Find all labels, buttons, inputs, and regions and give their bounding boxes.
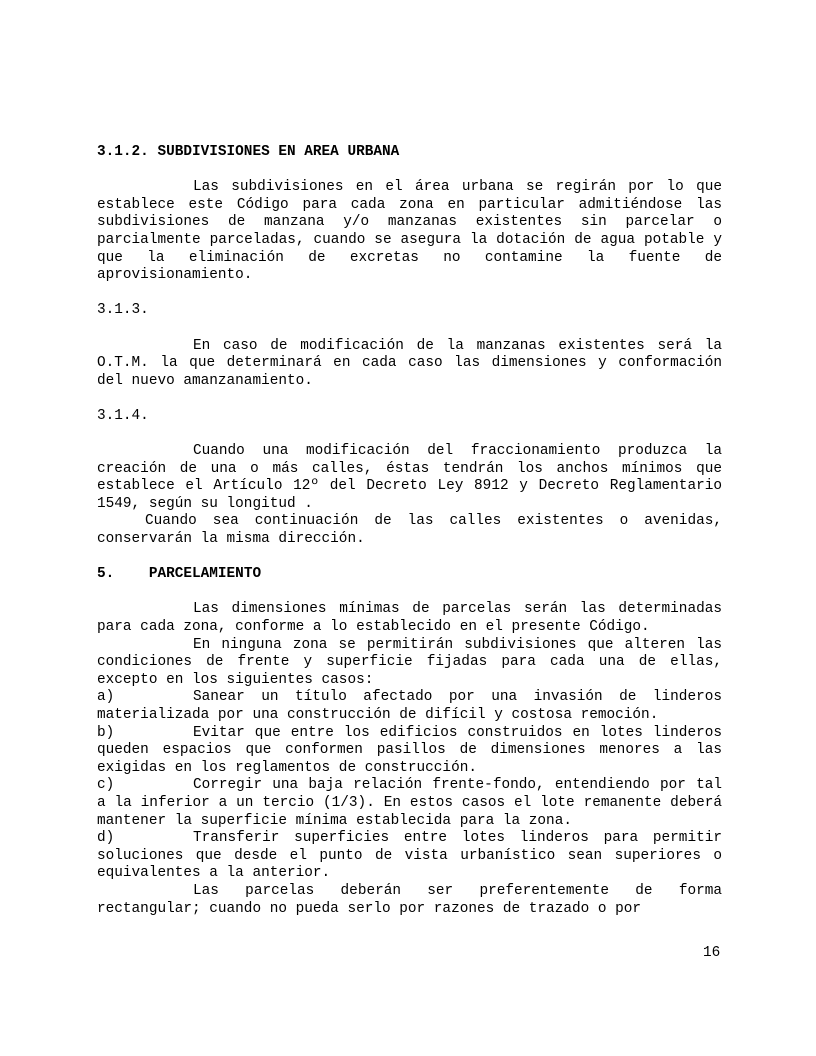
item-label: b) — [97, 724, 115, 741]
item-text: Sanear un título afectado por una invasión de linderos materializada por una construcción de difícil y costosa remoción. — [97, 689, 722, 723]
item-text: Corregir una baja relación frente-fondo, entendiendo por tal a la inferior a un tercio (1/3). En estos casos el lote remanente deberá mantener la superficie mínima establecida para la zona. — [97, 777, 722, 829]
item-label: a) — [97, 689, 115, 706]
section-heading-3-1-2: 3.1.2. SUBDIVISIONES EN AREA URBANA — [97, 144, 400, 160]
list-item — [97, 777, 722, 830]
section-heading-parcelamiento — [97, 566, 722, 584]
document-page — [97, 144, 722, 918]
list-item — [97, 725, 722, 778]
item-label: c) — [97, 777, 115, 794]
section-title: PARCELAMIENTO — [148, 566, 262, 583]
item-label: d) — [97, 830, 115, 847]
paragraph-parcelas: Las parcelas deberán ser preferentemente de forma rectangular; cuando no pueda serlo por razones de trazado o por — [97, 882, 722, 917]
section-heading-3-1-3: 3.1.3. — [97, 302, 149, 319]
paragraph-dimensiones: Las dimensiones mínimas de parcelas serán las determinadas para cada zona, conforme a lo establecido en el presente Código. — [97, 601, 722, 636]
section-number: 5. — [97, 566, 115, 583]
item-text: Transferir superficies entre lotes linderos para permitir soluciones que desde el punto de vista urbanístico sean superiores o equivalentes a la anterior. — [97, 830, 722, 882]
paragraph-modificacion: En caso de modificación de la manzanas existentes será la O.T.M. la que determinará en cada caso las dimensiones y conformación del nuevo amanzanamiento. — [97, 337, 722, 389]
paragraph-continuacion: Cuando sea continuación de las calles existentes o avenidas, conservarán la misma dirección. — [97, 513, 722, 548]
list-item — [97, 830, 722, 883]
list-item — [97, 689, 722, 724]
item-text: Evitar que entre los edificios construidos en lotes linderos queden espacios que conformen pasillos de dimensiones menores a las exigidas en los reglamentos de construcción. — [97, 724, 722, 776]
paragraph-excepciones: En ninguna zona se permitirán subdivisiones que alteren las condiciones de frente y superficie fijadas para cada una de ellas, excepto en los siguientes casos: — [97, 636, 722, 688]
page-number: 16 — [703, 945, 721, 961]
paragraph-subdivisiones: Las subdivisiones en el área urbana se regirán por lo que establece este Código para cada zona en particular admitiéndose las subdivisiones de manzana y/o manzanas existentes sin parcelar o parcialmente parceladas, cuando se asegura la dotación de agua potable y que la eliminación de excretas no contamine la fuente de aprovisionamiento. — [97, 179, 722, 284]
paragraph-fraccionamiento: Cuando una modificación del fraccionamiento produzca la creación de una o más calles, éstas tendrán los anchos mínimos que establece el Artículo 12º del Decreto Ley 8912 y Decreto Reglamentario 1549, según su longitud . — [97, 443, 722, 512]
section-heading-3-1-4: 3.1.4. — [97, 407, 149, 424]
